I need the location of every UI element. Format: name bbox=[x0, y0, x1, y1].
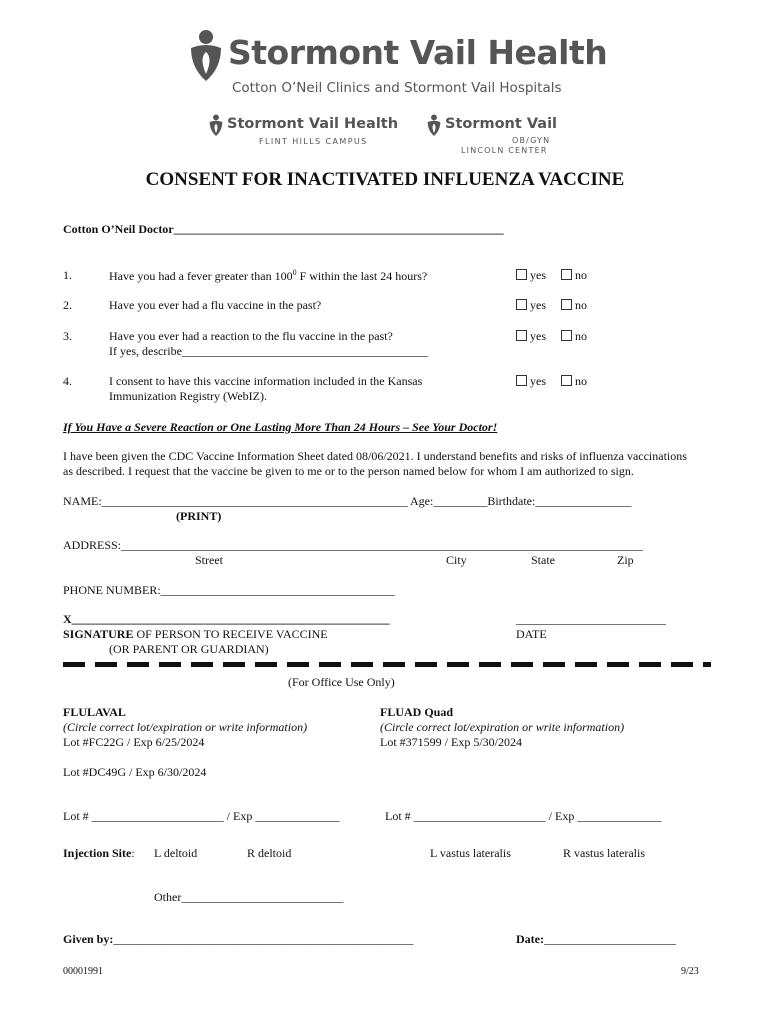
question-text: Have you had a fever greater than $100^0$ F within the last 24 hours? bbox=[109, 268, 428, 283]
site-l-deltoid[interactable]: L deltoid bbox=[154, 846, 198, 860]
consent-statement-line1: I have been given the CDC Vaccine Information Sheet dated 08/06/2021. I understand benefits and risks of influenza vaccinations bbox=[63, 449, 687, 463]
brand-name: Stormont Vail Health bbox=[228, 33, 608, 72]
flulaval-note: (Circle correct lot/expiration or write information) bbox=[63, 720, 308, 734]
city-label: City bbox=[446, 553, 467, 567]
checkbox-icon bbox=[561, 299, 572, 310]
brand-subtitle: Cotton O’Neil Clinics and Stormont Vail Hospitals bbox=[232, 80, 562, 96]
flint-hills-name: Stormont Vail Health bbox=[227, 116, 399, 132]
checkbox-icon bbox=[561, 269, 572, 280]
describe-field[interactable]: If yes, describe_________________________________________ bbox=[109, 344, 428, 358]
lot-exp-field-right[interactable]: Lot # ______________________ / Exp ______________ bbox=[385, 809, 662, 823]
yes-checkbox[interactable]: yes bbox=[516, 268, 546, 283]
office-use-divider bbox=[63, 662, 711, 667]
given-by-field[interactable]: Given by:__________________________________________________ bbox=[63, 932, 414, 946]
site-r-vastus-lateralis[interactable]: R vastus lateralis bbox=[563, 846, 645, 860]
fluad-lot-1[interactable]: Lot #371599 / Exp 5/30/2024 bbox=[380, 735, 522, 749]
obgyn-name: Stormont Vail bbox=[445, 116, 558, 132]
question-number: 4. bbox=[63, 374, 72, 388]
fluad-note: (Circle correct lot/expiration or write information) bbox=[380, 720, 625, 734]
street-label: Street bbox=[195, 553, 223, 567]
checkbox-icon bbox=[516, 299, 527, 310]
yes-checkbox[interactable]: yes bbox=[516, 298, 546, 313]
severe-reaction-warning: If You Have a Severe Reaction or One Lasting More Than 24 Hours – See Your Doctor! bbox=[63, 420, 498, 434]
checkbox-icon bbox=[516, 330, 527, 341]
flulaval-lot-1[interactable]: Lot #FC22G / Exp 6/25/2024 bbox=[63, 735, 205, 749]
signature-field[interactable]: X_____________________________________________________ bbox=[63, 612, 390, 626]
question-number: 1. bbox=[63, 268, 72, 282]
yes-checkbox[interactable]: yes bbox=[516, 329, 546, 344]
flint-hills-sub: FLINT HILLS CAMPUS bbox=[259, 137, 368, 146]
lot-exp-field-left[interactable]: Lot # ______________________ / Exp ______________ bbox=[63, 809, 340, 823]
site-other-field[interactable]: Other___________________________ bbox=[154, 890, 344, 904]
checkbox-icon bbox=[561, 375, 572, 386]
phone-field[interactable]: PHONE NUMBER:_______________________________________ bbox=[63, 583, 395, 597]
injection-site-label: Injection Site: bbox=[63, 846, 135, 860]
site-r-deltoid[interactable]: R deltoid bbox=[247, 846, 292, 860]
site-l-vastus-lateralis[interactable]: L vastus lateralis bbox=[430, 846, 511, 860]
flulaval-lot-2[interactable]: Lot #DC49G / Exp 6/30/2024 bbox=[63, 765, 207, 779]
date-label: DATE bbox=[516, 627, 547, 641]
no-checkbox[interactable]: no bbox=[561, 268, 587, 283]
question-text: I consent to have this vaccine information included in the Kansas bbox=[109, 374, 423, 388]
question-number: 3. bbox=[63, 329, 72, 343]
no-checkbox[interactable]: no bbox=[561, 329, 587, 344]
name-age-birthdate-fields[interactable]: NAME:___________________________________________________ Age:_________Birthdate:________________ bbox=[63, 494, 632, 508]
obgyn-sub2: LINCOLN CENTER bbox=[461, 146, 548, 155]
question-text: Have you ever had a reaction to the flu vaccine in the past? bbox=[109, 329, 393, 343]
checkbox-icon bbox=[561, 330, 572, 341]
form-title: CONSENT FOR INACTIVATED INFLUENZA VACCINE bbox=[145, 169, 625, 190]
address-field[interactable]: ADDRESS:_______________________________________________________________________________________ bbox=[63, 538, 644, 552]
question-number: 2. bbox=[63, 298, 72, 312]
signature-label: SIGNATURE OF PERSON TO RECEIVE VACCINE bbox=[63, 627, 328, 641]
stormont-vail-logo-icon bbox=[187, 28, 225, 82]
office-use-label: (For Office Use Only) bbox=[288, 675, 395, 689]
state-label: State bbox=[531, 553, 555, 567]
yes-checkbox[interactable]: yes bbox=[516, 374, 546, 389]
question-text-line2: Immunization Registry (WebIZ). bbox=[109, 389, 267, 403]
stormont-vail-logo-icon bbox=[208, 113, 224, 137]
form-number: 00001991 bbox=[63, 966, 103, 977]
stormont-vail-logo-icon bbox=[426, 113, 442, 137]
date-field[interactable]: _________________________ bbox=[516, 612, 666, 626]
doctor-field[interactable]: Cotton O’Neil Doctor_______________________________________________________ bbox=[63, 222, 504, 236]
no-checkbox[interactable]: no bbox=[561, 298, 587, 313]
question-text: Have you ever had a flu vaccine in the past? bbox=[109, 298, 322, 312]
no-checkbox[interactable]: no bbox=[561, 374, 587, 389]
parent-guardian-label: (OR PARENT OR GUARDIAN) bbox=[109, 642, 269, 656]
print-label: (PRINT) bbox=[176, 509, 222, 523]
zip-label: Zip bbox=[617, 553, 634, 567]
footer-date-field[interactable]: Date:______________________ bbox=[516, 932, 676, 946]
flulaval-title: FLULAVAL bbox=[63, 705, 126, 719]
checkbox-icon bbox=[516, 269, 527, 280]
checkbox-icon bbox=[516, 375, 527, 386]
fluad-title: FLUAD Quad bbox=[380, 705, 454, 719]
revision-date: 9/23 bbox=[681, 966, 699, 977]
obgyn-sub1: OB/GYN bbox=[512, 136, 551, 145]
consent-statement-line2: as described. I request that the vaccine be given to me or to the person named below for whom I am authorized to sign. bbox=[63, 464, 634, 478]
